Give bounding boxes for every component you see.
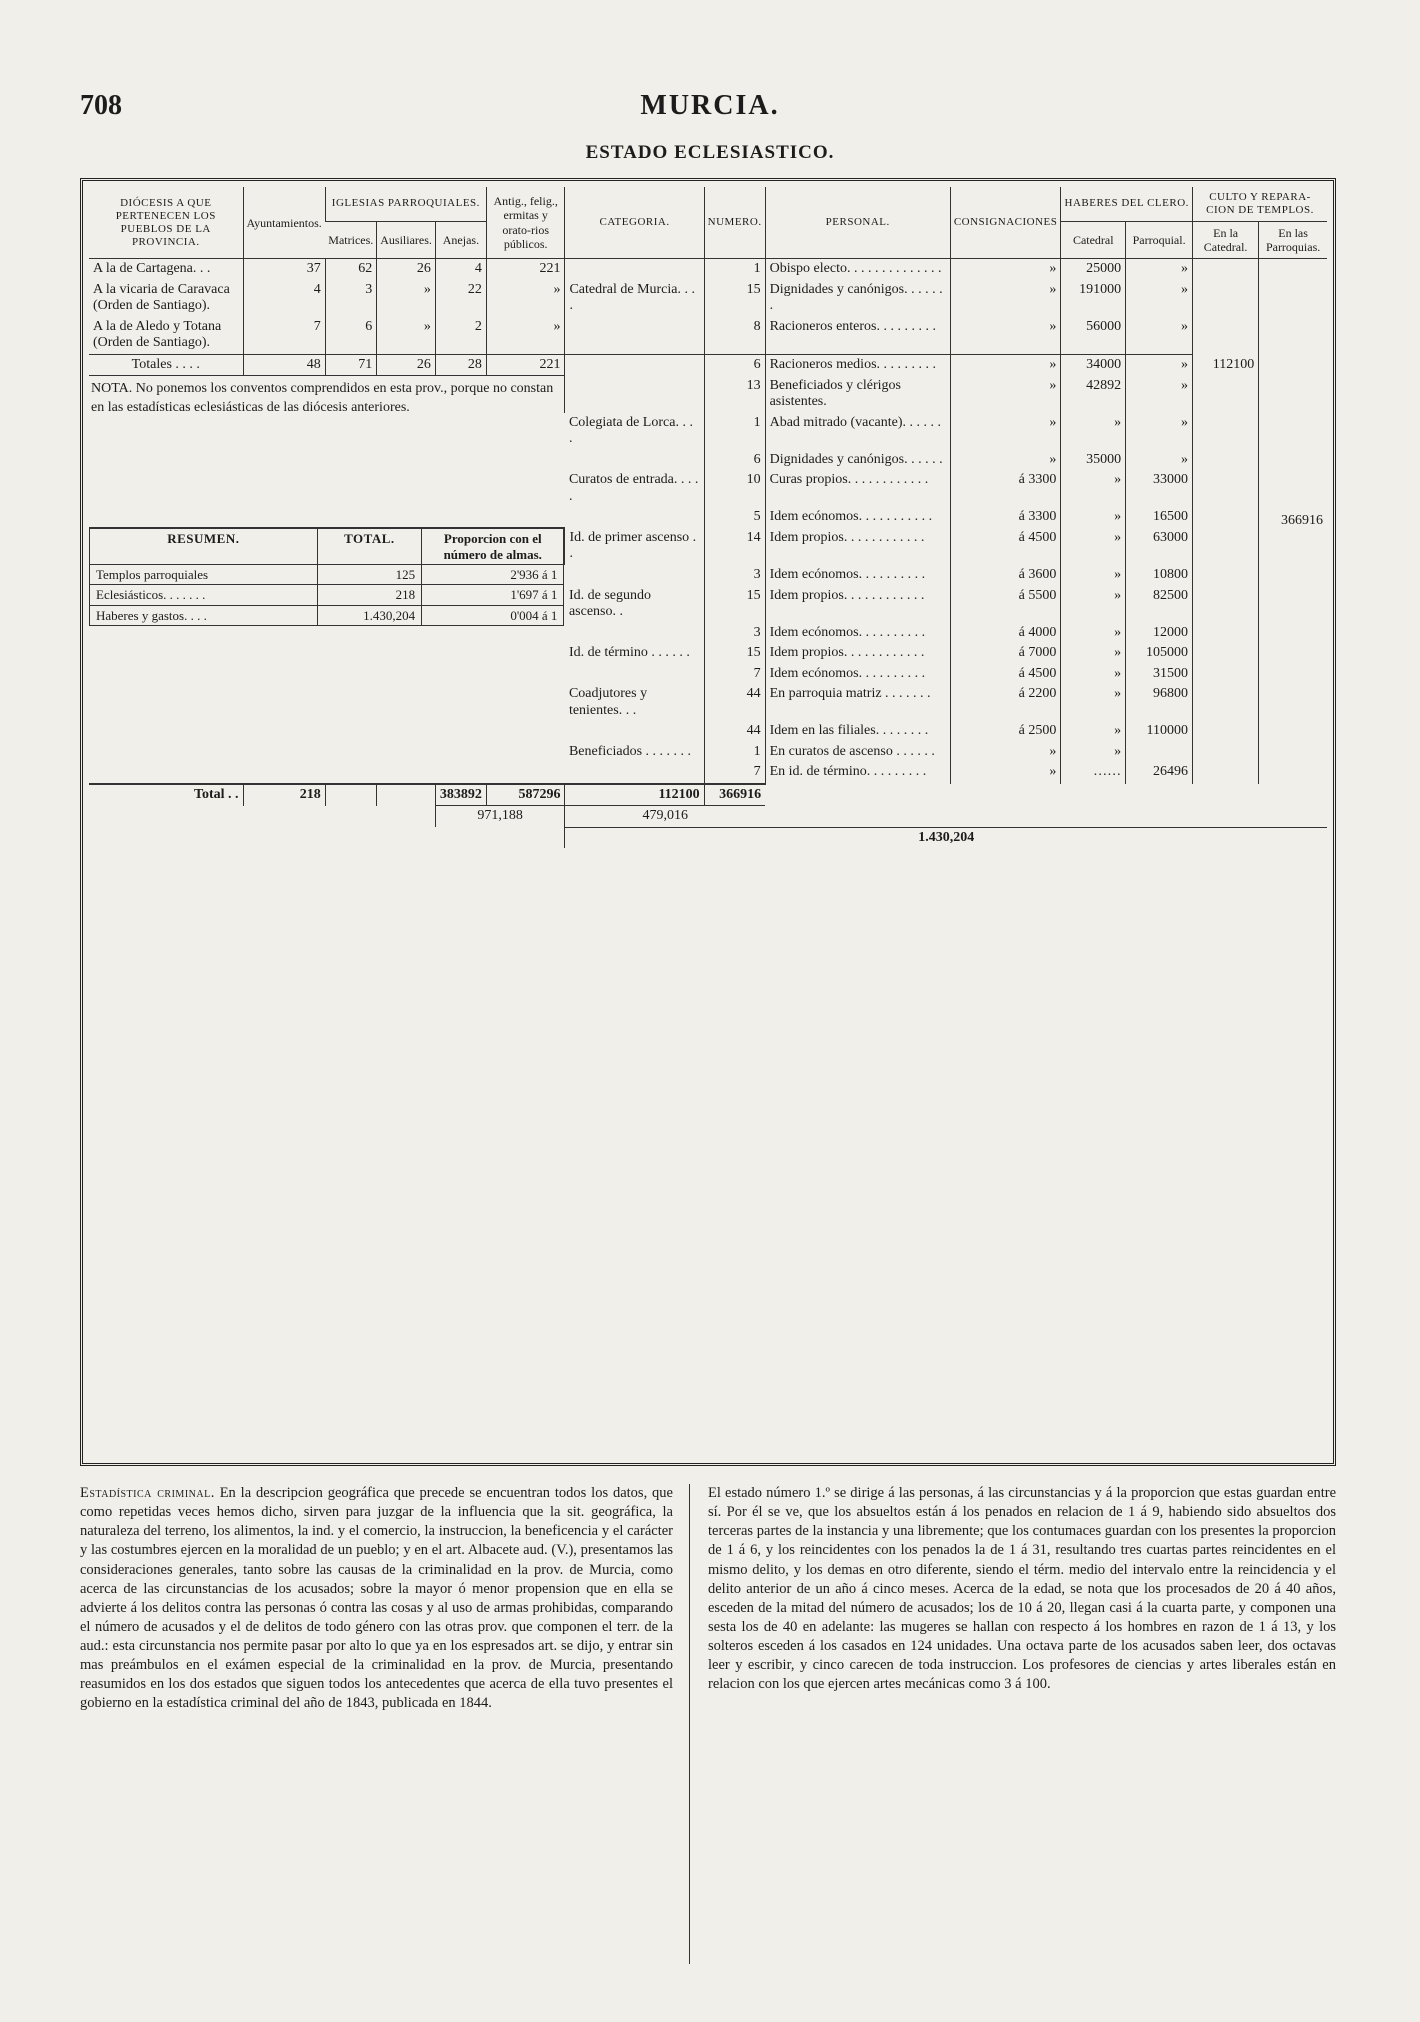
table-row-totales [89, 354, 1327, 376]
categoria-cell: Id. de primer ascenso . . [565, 528, 704, 565]
header-categoria: CATEGORIA. [565, 187, 704, 259]
numero-cell: 6 [704, 450, 765, 471]
personal-cell: En parroquia matriz . . . . . . . [765, 684, 950, 721]
culto-catedral-empty [1193, 684, 1259, 721]
numero-cell: 44 [704, 721, 765, 742]
personal-cell: Idem ecónomos. . . . . . . . . . [765, 623, 950, 644]
haber-catedral-cell: 191000 [1061, 280, 1126, 317]
culto-catedral-empty [1193, 762, 1259, 784]
text-right-column [708, 1484, 1336, 1964]
categoria-cell: Catedral de Murcia. . . . [565, 280, 704, 317]
haber-catedral-cell: » [1061, 664, 1126, 685]
header-personal: PERSONAL. [765, 187, 950, 259]
personal-cell: Abad mitrado (vacante). . . . . . [765, 413, 950, 450]
haber-parroquial-cell: 63000 [1126, 528, 1193, 565]
haber-parroquial-cell: 16500 [1126, 507, 1193, 528]
haber-catedral-cell: 25000 [1061, 259, 1126, 280]
categoria-cell [565, 762, 704, 784]
table-row [89, 317, 1327, 355]
culto-catedral-empty [1193, 742, 1259, 763]
diocesis-name: A la de Aledo y Totana (Orden de Santiago). [93, 318, 222, 351]
total-haber-catedral: 383892 [435, 784, 486, 806]
culto-catedral-empty [1193, 721, 1259, 742]
antiguas-value: » [486, 280, 565, 317]
consignacion-cell: á 2500 [950, 721, 1061, 742]
text-left-column [80, 1484, 690, 1964]
ayuntamientos-value: 48 [243, 354, 325, 376]
numero-cell: 7 [704, 664, 765, 685]
estado-eclesiastico-table [89, 187, 1327, 848]
categoria-cell [565, 664, 704, 685]
categoria-cell [565, 565, 704, 586]
running-title: MURCIA. [640, 90, 780, 121]
culto-catedral-empty [1193, 643, 1259, 664]
consignacion-cell: » [950, 762, 1061, 784]
culto-catedral-empty [1193, 528, 1259, 565]
categoria-cell [565, 376, 704, 413]
table-row-grandtotal [89, 827, 1327, 848]
categoria-cell: Colegiata de Lorca. . . . [568, 414, 693, 447]
total-haber-parroquial: 587296 [486, 784, 565, 806]
consignacion-cell: » [950, 376, 1061, 413]
personal-cell: Idem ecónomos. . . . . . . . . . [765, 664, 950, 685]
personal-cell: Dignidades y canónigos. . . . . . . [765, 280, 950, 317]
culto-sum: 479,016 [565, 806, 765, 828]
categoria-cell [565, 450, 704, 471]
haber-catedral-cell: » [1061, 742, 1126, 763]
header-en-la-catedral: En la Catedral. [1193, 221, 1259, 258]
resumen-label: Eclesiásticos. . . . . . . [90, 585, 318, 605]
matrices-value: 6 [325, 317, 376, 355]
haber-parroquial-cell: » [1126, 413, 1193, 450]
haber-catedral-cell: » [1061, 528, 1126, 565]
haber-parroquial-cell: 26496 [1126, 762, 1193, 784]
numero-cell: 1 [704, 259, 765, 280]
ayuntamientos-value: 4 [243, 280, 325, 317]
total-culto-parroquias: 366916 [704, 784, 765, 806]
resumen-header [90, 529, 564, 565]
diocesis-name: A la de Cartagena. . . [93, 261, 211, 277]
lower-text-area [80, 1484, 1336, 1964]
header-iglesias: IGLESIAS PARROQUIALES. [325, 187, 486, 221]
resumen-table [89, 528, 564, 626]
personal-cell: Idem ecónomos. . . . . . . . . . . [765, 507, 950, 528]
ausiliares-value: 26 [377, 259, 436, 280]
haber-catedral-cell: » [1061, 684, 1126, 721]
nota-text: NOTA. No ponemos los conventos comprendidos en esta prov., porque no constan en las estadísticas eclesiásticas de las diócesis anteriores. [89, 376, 565, 528]
haber-catedral-cell: » [1061, 413, 1126, 450]
consignacion-cell: » [950, 742, 1061, 763]
haber-parroquial-cell: 110000 [1126, 721, 1193, 742]
resumen-row [90, 585, 564, 605]
numero-cell: 14 [704, 528, 765, 565]
consignacion-cell: á 7000 [950, 643, 1061, 664]
header-en-las-parroquias: En las Parroquias. [1259, 221, 1327, 258]
culto-catedral-empty [1193, 623, 1259, 644]
personal-cell: En id. de término. . . . . . . . . [765, 762, 950, 784]
numero-cell: 15 [704, 280, 765, 317]
table-row [89, 376, 1327, 413]
haberes-sum: 971,188 [435, 806, 565, 828]
haber-catedral-cell: » [1061, 643, 1126, 664]
resumen-proporcion-header: Proporcion con el número de almas. [422, 529, 564, 565]
header-culto: CULTO Y REPARA-CION DE TEMPLOS. [1193, 187, 1327, 221]
numero-cell: 1 [704, 742, 765, 763]
anejas-value: 22 [435, 280, 486, 317]
anejas-value: 28 [435, 354, 486, 376]
consignacion-cell: » [950, 354, 1061, 376]
resumen-proporcion: 2'936 á 1 [422, 565, 564, 585]
haber-parroquial-cell: 10800 [1126, 565, 1193, 586]
personal-cell: Racioneros enteros. . . . . . . . . [765, 317, 950, 355]
haber-parroquial-cell: » [1126, 259, 1193, 280]
haber-catedral-cell: » [1061, 623, 1126, 644]
total-personal-empty [325, 784, 376, 806]
matrices-value: 62 [325, 259, 376, 280]
grandtotal-spacer [89, 827, 565, 848]
categoria-cell [565, 259, 704, 280]
numero-cell: 3 [704, 623, 765, 644]
haber-parroquial-cell: » [1126, 376, 1193, 413]
categoria-cell [565, 354, 704, 376]
header-matrices: Matrices. [325, 221, 376, 258]
consignacion-cell: á 4500 [950, 664, 1061, 685]
resumen-title: RESUMEN. [90, 529, 318, 565]
consignacion-cell: á 3300 [950, 470, 1061, 507]
numero-cell: 8 [704, 317, 765, 355]
anejas-value: 2 [435, 317, 486, 355]
personal-cell: Racioneros medios. . . . . . . . . [765, 354, 950, 376]
haber-catedral-cell: » [1061, 470, 1126, 507]
text-left-body: En la descripcion geográfica que precede se encuentran todos los datos, que como repetidas veces hemos dicho, sirven para juzgar de la influencia que la sit. geográfica, la naturaleza del terreno, los alimentos, la ind. y el comercio, la instruccion, la beneficencia y el carácter y las costumbres ejercen en la moralidad de un pueblo; y en el art. Albacete aud. (V.), presentamos las consideraciones generales, tanto sobre las causas de la criminalidad en la prov. de Murcia, como acerca de las circunstancias de los acusados; sobre la mayor ó menor propension que en ella se advierte á los delitos contra las personas ó contra las cosas y al uso de armas prohibidas, comparando el número de acusados y el de delitos de todo género con las otras prov. que componen el terr. de la aud.: esta circunstancia nos permite pasar por alto lo que ya en los espresados art. se dijo, y entrar sin mas preámbulos en el exámen especial de la criminalidad en la prov. de Murcia, presentando reasumidos en los dos estados que siguen todos los antecedentes que acerca de ella tuvo presentes el gobierno en la estadística criminal del año de 1843, publicada en 1844. [80, 1485, 673, 1712]
total-culto-catedral: 112100 [565, 784, 704, 806]
haber-parroquial-cell: 82500 [1126, 586, 1193, 623]
categoria-cell: Coadjutores y tenientes. . . [568, 686, 648, 718]
haber-parroquial-cell: 33000 [1126, 470, 1193, 507]
ausiliares-value: » [377, 280, 436, 317]
haber-parroquial-cell: » [1126, 450, 1193, 471]
resumen-total: 218 [317, 585, 421, 605]
haber-parroquial-cell: 12000 [1126, 623, 1193, 644]
haber-parroquial-cell: » [1126, 317, 1193, 355]
ayuntamientos-value: 37 [243, 259, 325, 280]
haber-catedral-cell: 35000 [1061, 450, 1126, 471]
page-header [80, 90, 1340, 130]
haber-parroquial-cell: 31500 [1126, 664, 1193, 685]
numero-cell: 10 [704, 470, 765, 507]
culto-catedral-empty [1193, 507, 1259, 528]
total-consignacion-empty [377, 784, 436, 806]
resumen-total-header: TOTAL. [317, 529, 421, 565]
consignacion-cell: á 4500 [950, 528, 1061, 565]
numero-cell: 3 [704, 565, 765, 586]
numero-cell: 5 [704, 507, 765, 528]
header-row-1 [89, 187, 1327, 221]
numero-cell: 15 [704, 643, 765, 664]
resumen-proporcion: 1'697 á 1 [422, 585, 564, 605]
numero-cell: 15 [704, 586, 765, 623]
categoria-cell [565, 317, 704, 355]
numero-cell: 6 [704, 354, 765, 376]
haber-catedral-cell: …… [1061, 762, 1126, 784]
table-row [89, 259, 1327, 280]
categoria-cell: Id. de término . . . . . . [568, 645, 690, 661]
antiguas-value: 221 [486, 259, 565, 280]
anejas-value: 4 [435, 259, 486, 280]
numero-cell: 44 [704, 684, 765, 721]
culto-catedral-empty [1193, 586, 1259, 623]
text-right-body: El estado número 1.º se dirige á las personas, á las circunstancias y á la proporcion que estas guardan entre sí. Por él se ve, que los absueltos están á los penados en relacion de 1 á 9, habiendo sido absueltos dos terceras partes de la instancia y una libremente; que los contumaces guardan con los presentes la proporcion de 1 á 6, y los reincidentes con los penados la de 1 á 31, resultando tres cuartas partes reincidentes en el mismo delito, y los demas en otro diferente, siendo el térm. medio del intervalo entre la reincidencia y el delito anterior de un año á cinco meses. Acerca de la edad, se nota que los procesados de 20 á 40 años, esceden de la mitad del número de acusados; los de 10 á 20, llegan casi á la cuarta parte, y componen una sesta los de 40 en adelante: las mugeres se hallan con respecto á los hombres en razon de 1 á 13, y los solteros esceden á los casados en 124 unidades. Una octava parte de los acusados saben leer, dos octavas leer y escribir, y cinco carecen de toda instruccion. Los profesores de ciencias y artes liberales están en relacion con los que ejercen artes mecánicas como 3 á 100. [708, 1485, 1336, 1693]
personal-cell: Obispo electo. . . . . . . . . . . . . . [765, 259, 950, 280]
haber-parroquial-cell: 96800 [1126, 684, 1193, 721]
personal-cell: En curatos de ascenso . . . . . . [765, 742, 950, 763]
haber-catedral-cell: 56000 [1061, 317, 1126, 355]
resumen-proporcion: 0'004 á 1 [422, 605, 564, 625]
section-title: ESTADO ECLESIASTICO. [585, 142, 835, 163]
haber-catedral-cell: » [1061, 586, 1126, 623]
header-ayuntamientos: Ayuntamientos. [243, 187, 325, 259]
table-row-subtotals [89, 806, 1327, 828]
antiguas-value: » [486, 317, 565, 355]
header-numero: NUMERO. [704, 187, 765, 259]
ausiliares-value: 26 [377, 354, 436, 376]
resumen-label: Templos parroquiales [90, 565, 318, 585]
categoria-cell [565, 623, 704, 644]
header-catedral: Catedral [1061, 221, 1126, 258]
header-haberes: HABERES DEL CLERO. [1061, 187, 1193, 221]
personal-cell: Beneficiados y clérigos asistentes. [765, 376, 950, 413]
categoria-cell [565, 721, 704, 742]
personal-cell: Idem ecónomos. . . . . . . . . . [765, 565, 950, 586]
estado-eclesiastico-table-frame [80, 178, 1336, 1466]
table-row [89, 528, 1327, 565]
categoria-cell: Beneficiados . . . . . . . [568, 743, 692, 759]
numero-cell: 1 [704, 413, 765, 450]
antiguas-value: 221 [486, 354, 565, 376]
header-diocesis: DIÓCESIS A QUE PERTENECEN LOS PUEBLOS DE LA PROVINCIA. [89, 187, 243, 259]
header-ausiliares: Ausiliares. [377, 221, 436, 258]
consignacion-cell: » [950, 450, 1061, 471]
personal-cell: Idem propios. . . . . . . . . . . . [765, 643, 950, 664]
culto-catedral-empty [1193, 470, 1259, 507]
grand-total: 1.430,204 [565, 827, 1327, 848]
header-consignaciones: CONSIGNACIONES [950, 187, 1061, 259]
haber-catedral-cell: » [1061, 507, 1126, 528]
categoria-cell: Id. de segundo ascenso. . [568, 587, 651, 620]
haber-catedral-cell: » [1061, 565, 1126, 586]
categoria-cell [565, 507, 704, 528]
matrices-value: 3 [325, 280, 376, 317]
personal-cell: Idem propios. . . . . . . . . . . . [765, 586, 950, 623]
culto-parroquias-value: 366916 [1259, 259, 1327, 784]
total-label: Total . . [89, 784, 243, 806]
personal-cell: Idem propios. . . . . . . . . . . . [765, 528, 950, 565]
resumen-total: 1.430,204 [317, 605, 421, 625]
personal-cell: Idem en las filiales. . . . . . . . [765, 721, 950, 742]
haber-parroquial-cell: » [1126, 280, 1193, 317]
consignacion-cell: » [950, 317, 1061, 355]
table-row-total [89, 784, 1327, 806]
matrices-value: 71 [325, 354, 376, 376]
consignacion-cell: á 4000 [950, 623, 1061, 644]
header-antiguas: Antig., felig., ermitas y orato-rios públicos. [486, 187, 565, 259]
subtotal-spacer [89, 806, 435, 828]
total-numero: 218 [243, 784, 325, 806]
numero-cell: 7 [704, 762, 765, 784]
haber-parroquial-cell [1126, 742, 1193, 763]
page-number: 708 [80, 90, 122, 121]
consignacion-cell: » [950, 280, 1061, 317]
resumen-block [89, 528, 565, 784]
resumen-row [90, 565, 564, 585]
resumen-row [90, 605, 564, 625]
consignacion-cell: á 2200 [950, 684, 1061, 721]
haber-parroquial-cell: 105000 [1126, 643, 1193, 664]
consignacion-cell: á 3600 [950, 565, 1061, 586]
haber-catedral-cell: » [1061, 721, 1126, 742]
table-row [89, 280, 1327, 317]
culto-catedral-empty [1193, 664, 1259, 685]
culto-catedral-value: 112100 [1193, 259, 1259, 471]
consignacion-cell: á 5500 [950, 586, 1061, 623]
header-parroquial: Parroquial. [1126, 221, 1193, 258]
haber-catedral-cell: 42892 [1061, 376, 1126, 413]
resumen-total: 125 [317, 565, 421, 585]
haber-parroquial-cell: » [1126, 354, 1193, 376]
numero-cell: 13 [704, 376, 765, 413]
culto-catedral-empty [1193, 565, 1259, 586]
text-heading: Estadística criminal. [80, 1485, 215, 1501]
consignacion-cell: » [950, 413, 1061, 450]
header-anejas: Anejas. [435, 221, 486, 258]
personal-cell: Curas propios. . . . . . . . . . . . [765, 470, 950, 507]
consignacion-cell: á 3300 [950, 507, 1061, 528]
haber-catedral-cell: 34000 [1061, 354, 1126, 376]
personal-cell: Dignidades y canónigos. . . . . . [765, 450, 950, 471]
ayuntamientos-value: 7 [243, 317, 325, 355]
resumen-label: Haberes y gastos. . . . [90, 605, 318, 625]
diocesis-name: Totales . . . . [89, 354, 243, 376]
consignacion-cell: » [950, 259, 1061, 280]
ausiliares-value: » [377, 317, 436, 355]
categoria-cell: Curatos de entrada. . . . . [568, 472, 699, 504]
diocesis-name: A la vicaria de Caravaca (Orden de Santiago). [93, 281, 230, 314]
